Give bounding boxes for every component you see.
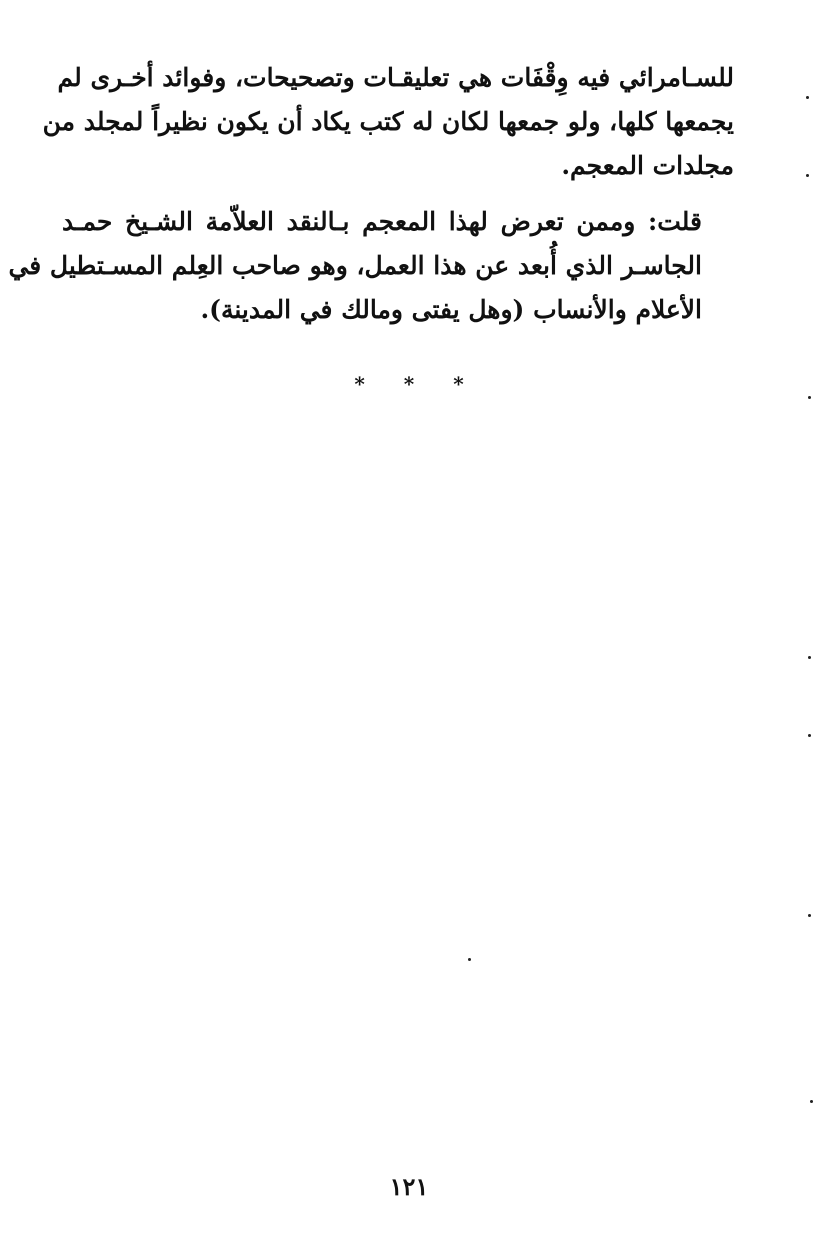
scan-dot bbox=[806, 174, 809, 177]
scan-dot bbox=[808, 396, 811, 399]
scan-dot bbox=[808, 734, 811, 737]
paragraph-1-line-3: مجلدات المعجم. bbox=[561, 151, 734, 180]
paragraph-2-line-1: قلت: وممن تعرض لهذا المعجم بـالنقد العلاّمة الشـيخ حمـد bbox=[62, 207, 702, 236]
paragraph-1-line-2: يجمعها كلها، ولو جمعها لكان له كتب يكاد أن يكون نظيراً لمجلد من bbox=[42, 107, 734, 136]
paragraph-1-line-1: للسـامرائي فيه وِقْفَات هي تعليقـات وتصحيحات، وفوائد أخـرى لم bbox=[57, 63, 734, 92]
scan-dot bbox=[810, 1100, 813, 1103]
scan-dot bbox=[808, 656, 811, 659]
paragraph-1 bbox=[42, 56, 734, 188]
scan-dot bbox=[808, 914, 811, 917]
separator-star-3: * bbox=[453, 372, 464, 396]
page-number: ١٢١ bbox=[389, 1172, 429, 1201]
separator-star-2: * bbox=[403, 372, 415, 396]
paragraph-2-line-2: الجاسـر الذي أُبعد عن هذا العمل، وهو صاحب العِلم المسـتطيل في bbox=[8, 251, 702, 280]
scan-dot bbox=[468, 958, 471, 961]
scan-dot bbox=[806, 96, 809, 99]
separator-star-1: * bbox=[354, 372, 365, 396]
paragraph-2-line-3: الأعلام والأنساب (وهل يفتى ومالك في المدينة). bbox=[200, 295, 702, 324]
paragraph-2 bbox=[8, 200, 734, 332]
section-separator bbox=[0, 372, 818, 396]
